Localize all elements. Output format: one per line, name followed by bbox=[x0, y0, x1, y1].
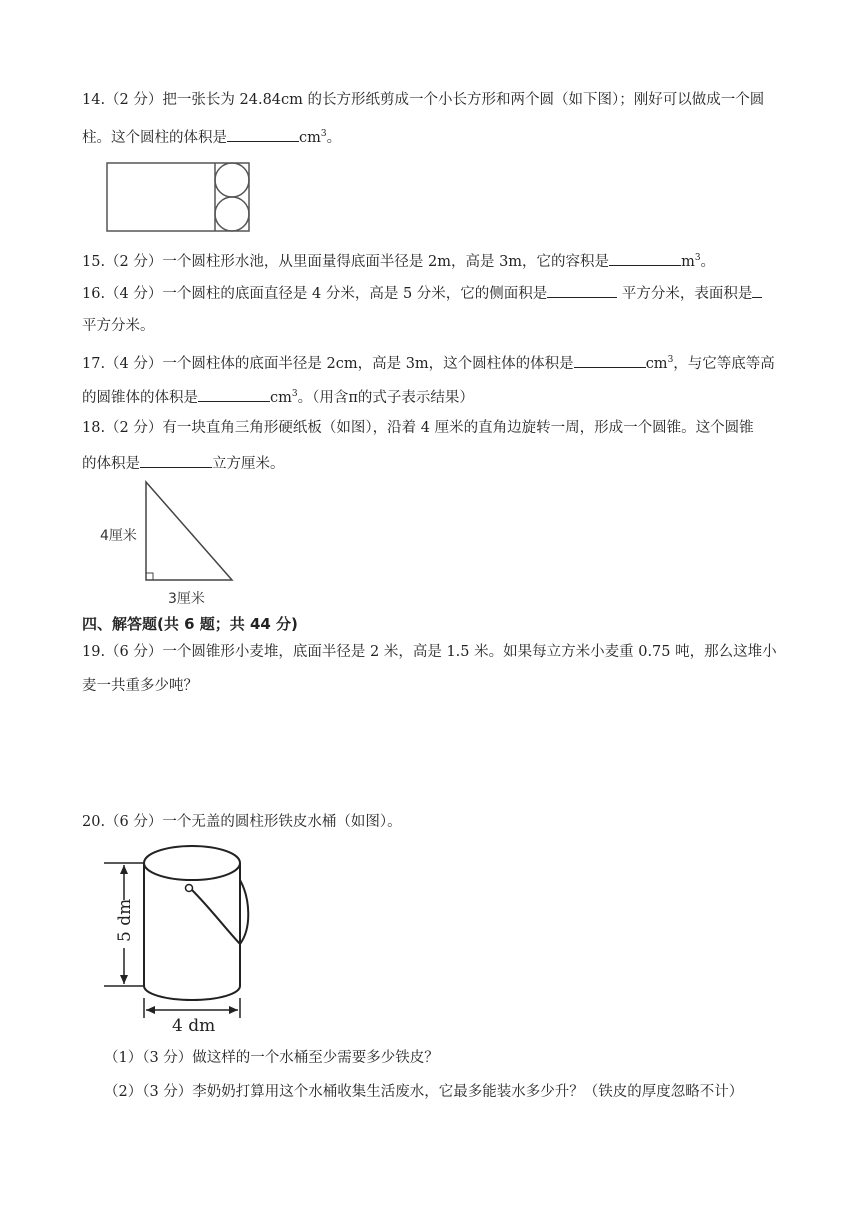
q17-text: 17.（4 分）一个圆柱体的底面半径是 2cm，高是 3m，这个圆柱体的体积是 bbox=[82, 355, 574, 372]
q20-figure bbox=[100, 838, 260, 1038]
circle-bottom bbox=[215, 197, 249, 231]
right-triangle bbox=[146, 482, 232, 580]
q16-middle: 平方分米，表面积是 bbox=[617, 286, 753, 302]
q17-unit2: cm bbox=[270, 389, 292, 406]
q14-unit: cm bbox=[299, 129, 321, 146]
q16-text: 16.（4 分）一个圆柱的底面直径是 4 分米，高是 5 分米，它的侧面积是 bbox=[82, 286, 548, 302]
q20-height-label: 5 dm bbox=[115, 898, 135, 942]
q18-height-label: 4厘米 bbox=[100, 528, 137, 544]
q18-base-label: 3厘米 bbox=[168, 591, 205, 607]
q18-line1: 18.（2 分）有一块直角三角形硬纸板（如图），沿着 4 厘米的直角边旋转一周，形成一个圆锥。这个圆锥 bbox=[82, 420, 754, 436]
q17-unit1-sup: 3 bbox=[667, 355, 674, 365]
q18-text-after: 立方厘米。 bbox=[212, 456, 285, 472]
q16-line1 bbox=[82, 282, 762, 304]
q20-sub2: （2）（3 分）李奶奶打算用这个水桶收集生活废水，它最多能装水多少升？（铁皮的厚度忽略不计） bbox=[104, 1084, 744, 1100]
q15-answer-blank[interactable] bbox=[609, 250, 681, 266]
q17-answer-blank-1[interactable] bbox=[574, 352, 646, 368]
q15-end: 。 bbox=[700, 253, 716, 270]
q17-end: 。（用含π的式子表示结果） bbox=[297, 389, 474, 406]
q17-answer-blank-2[interactable] bbox=[198, 386, 270, 402]
handle-ring bbox=[186, 885, 193, 892]
q14-answer-blank[interactable] bbox=[227, 126, 299, 142]
q17-text2: 的圆锥体的体积是 bbox=[82, 389, 198, 406]
q14-end: 。 bbox=[326, 129, 342, 146]
bucket-bottom bbox=[144, 986, 240, 1000]
q16-answer-blank-2[interactable] bbox=[752, 282, 762, 298]
q20-diameter-label: 4 dm bbox=[172, 1016, 216, 1036]
q18-text: 的体积是 bbox=[82, 456, 140, 472]
q15-unit-sup: 3 bbox=[694, 253, 701, 263]
q15-text: 15.（2 分）一个圆柱形水池，从里面量得底面半径是 2m，高是 3m，它的容积是 bbox=[82, 253, 610, 270]
dim-arrow-down-head bbox=[120, 975, 128, 984]
q14-unit-sup: 3 bbox=[320, 129, 327, 139]
q15-unit: m bbox=[681, 253, 695, 270]
q14-line2 bbox=[82, 124, 341, 148]
dim-right-arrow bbox=[229, 1006, 238, 1014]
q19-line1: 19.（6 分）一个圆锥形小麦堆，底面半径是 2 米，高是 1.5 米。如果每立方米小麦重 0.75 吨，那么这堆小 bbox=[82, 644, 777, 660]
q17-middle: ，与它等底等高 bbox=[673, 355, 775, 372]
handle-wire bbox=[192, 890, 240, 944]
bucket-rim bbox=[144, 846, 240, 880]
q18-answer-blank[interactable] bbox=[140, 452, 212, 468]
q16-answer-blank-1[interactable] bbox=[547, 282, 617, 298]
right-angle-mark bbox=[146, 573, 153, 580]
q14-text: 柱。这个圆柱的体积是 bbox=[82, 129, 227, 146]
dim-arrow-up-head bbox=[120, 865, 128, 874]
q17-unit2-sup: 3 bbox=[291, 389, 298, 399]
q20-sub1: （1）（3 分）做这样的一个水桶至少需要多少铁皮？ bbox=[104, 1050, 439, 1066]
q15-line bbox=[82, 248, 715, 272]
dim-left-arrow bbox=[146, 1006, 155, 1014]
q19-line2: 麦一共重多少吨？ bbox=[82, 678, 198, 694]
handle-curve bbox=[240, 880, 248, 944]
q18-line2 bbox=[82, 452, 285, 474]
section-heading: 四、解答题(共 6 题；共 44 分) bbox=[82, 615, 298, 633]
q14-line1: 14.（2 分）把一张长为 24.84cm 的长方形纸剪成一个小长方形和两个圆（如下图）；刚好可以做成一个圆 bbox=[82, 92, 765, 108]
circle-top bbox=[215, 163, 249, 197]
q17-line1 bbox=[82, 350, 775, 374]
q14-figure bbox=[104, 160, 254, 234]
q16-line2: 平方分米。 bbox=[82, 318, 155, 334]
q18-figure bbox=[98, 476, 248, 608]
q17-unit1: cm bbox=[645, 355, 668, 372]
q20-line1: 20.（6 分）一个无盖的圆柱形铁皮水桶（如图）。 bbox=[82, 814, 402, 830]
q17-line2 bbox=[82, 384, 474, 408]
